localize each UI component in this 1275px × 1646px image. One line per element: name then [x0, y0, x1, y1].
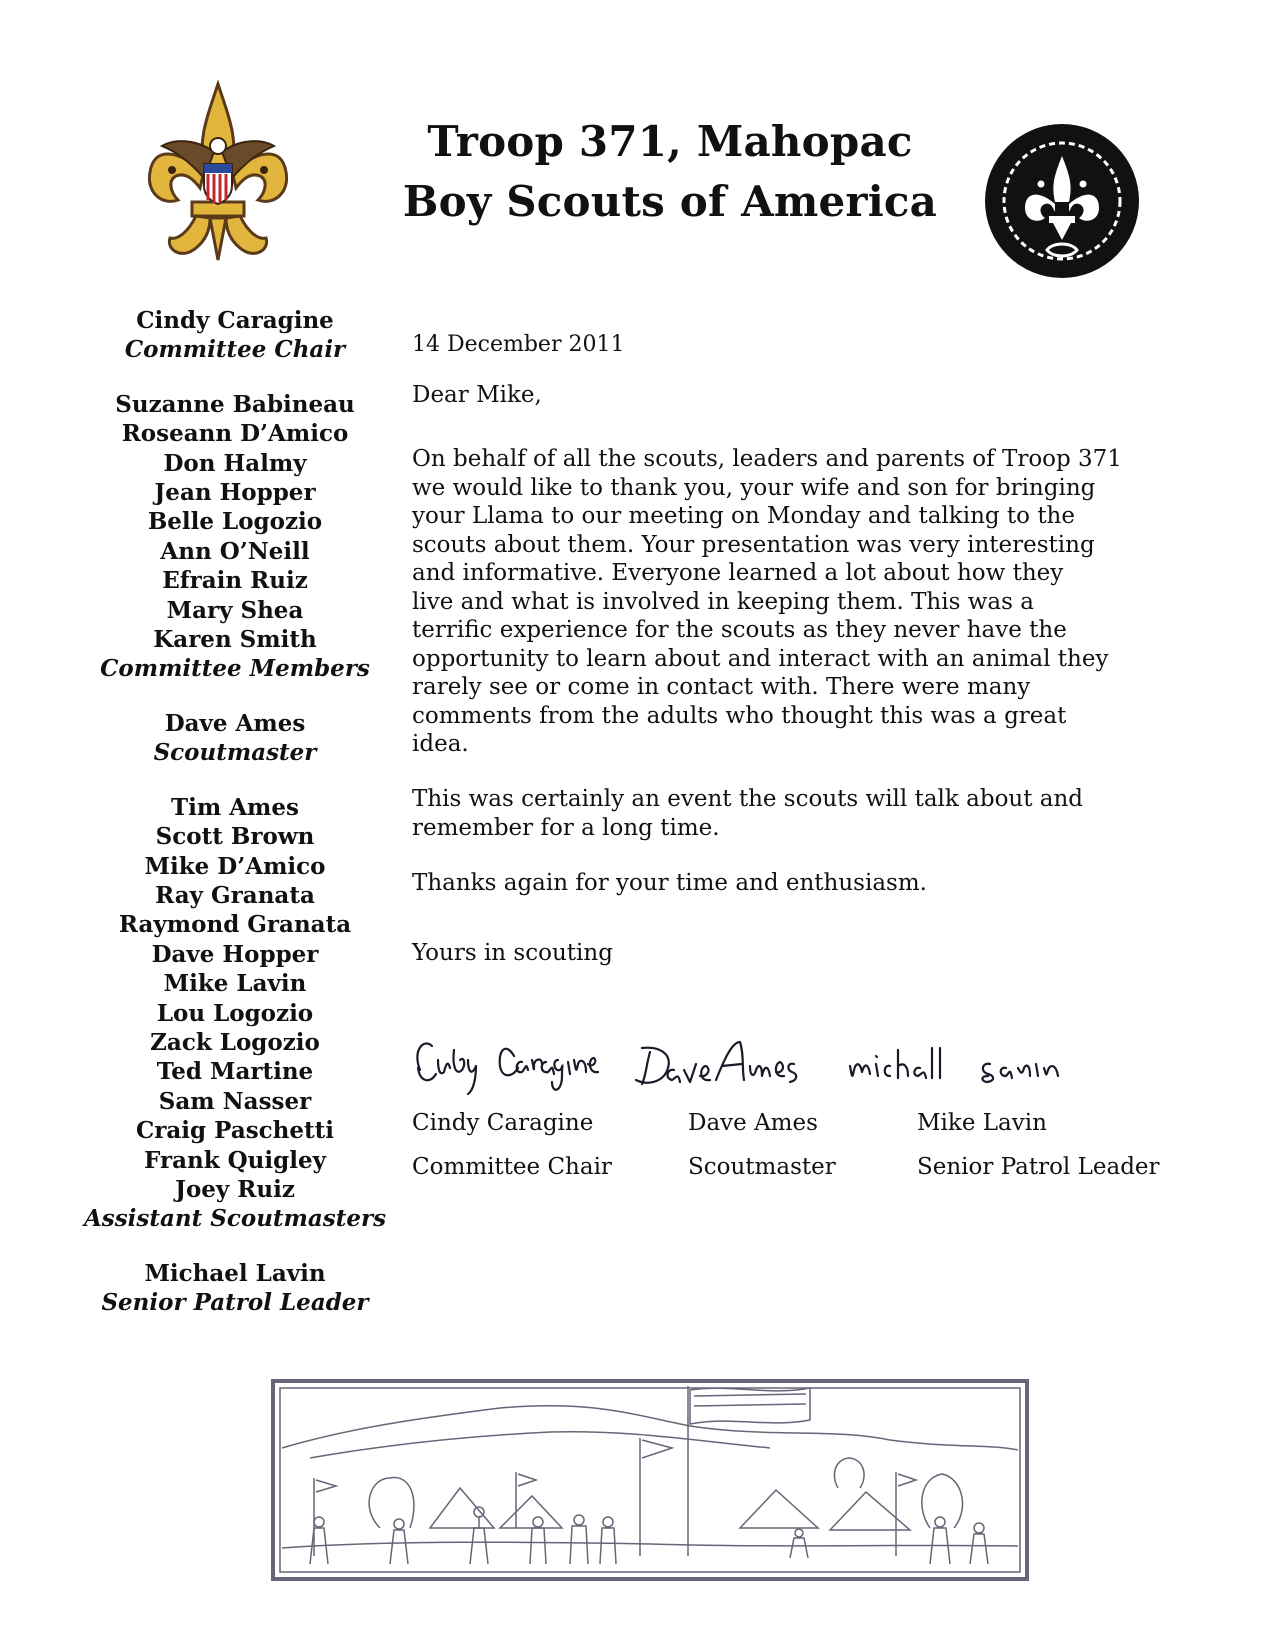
world-scout-emblem-icon	[983, 122, 1141, 280]
roster-name: Roseann D’Amico	[121, 420, 349, 448]
paragraph-line: idea.	[412, 731, 469, 757]
troop-roster	[70, 306, 400, 1343]
bsa-fleur-de-lis-eagle-icon	[148, 80, 288, 264]
roster-name: Craig Paschetti	[135, 1117, 335, 1145]
letter-body	[412, 330, 1212, 966]
letter-closing: Yours in scouting	[412, 940, 613, 966]
handwritten-signatures	[410, 1020, 1150, 1120]
roster-role: Assistant Scoutmasters	[83, 1205, 387, 1233]
roster-name: Mike Lavin	[163, 970, 307, 998]
roster-group-chair	[70, 306, 400, 365]
roster-name: Karen Smith	[153, 626, 317, 654]
roster-name: Tim Ames	[171, 793, 299, 821]
paragraph-line: rarely see or come in contact with. There were many	[412, 674, 1031, 700]
roster-name: Scott Brown	[155, 823, 315, 851]
paragraph-line: terrific experience for the scouts as they never have the	[412, 617, 1067, 643]
signature-block-scoutmaster	[688, 1108, 836, 1182]
signer-name: Dave Ames	[688, 1110, 818, 1136]
roster-name: Michael Lavin	[144, 1259, 326, 1287]
roster-name: Dave Hopper	[151, 940, 319, 968]
signer-role: Senior Patrol Leader	[917, 1154, 1160, 1180]
letter-date: 14 December 2011	[412, 332, 625, 357]
roster-name: Frank Quigley	[144, 1146, 326, 1174]
roster-name: Mike D’Amico	[144, 852, 326, 880]
roster-name: Ann O’Neill	[160, 537, 310, 565]
letter-paragraph-2	[412, 785, 1202, 842]
paragraph-line: scouts about them. Your presentation was very interesting	[412, 531, 1095, 558]
paragraph-line: On behalf of all the scouts, leaders and parents of Troop 371	[412, 446, 1122, 472]
signer-name: Mike Lavin	[917, 1110, 1047, 1136]
roster-name: Mary Shea	[166, 596, 304, 624]
paragraph-line: opportunity to learn about and interact with an animal they	[412, 645, 1109, 672]
roster-name: Joey Ruiz	[175, 1175, 295, 1203]
roster-role: Committee Chair	[124, 336, 346, 364]
paragraph-line: This was certainly an event the scouts will talk about and	[412, 786, 1084, 812]
letter-paragraph-1	[412, 445, 1202, 759]
signer-role: Committee Chair	[412, 1154, 612, 1180]
roster-name: Zack Logozio	[150, 1028, 320, 1056]
roster-name: Dave Ames	[164, 709, 306, 737]
letterhead-title	[360, 112, 980, 232]
paragraph-line: your Llama to our meeting on Monday and talking to the	[412, 503, 1075, 529]
roster-role: Committee Members	[100, 655, 370, 683]
title-line-troop: Troop 371, Mahopac	[427, 117, 913, 166]
paragraph-line: comments from the adults who thought this was a great	[412, 702, 1067, 729]
signature-block-spl	[917, 1108, 1160, 1182]
roster-name: Belle Logozio	[147, 508, 323, 536]
roster-name: Don Halmy	[163, 449, 307, 477]
signer-name: Cindy Caragine	[412, 1110, 594, 1136]
roster-group-committee	[70, 390, 400, 684]
paragraph-line: remember for a long time.	[412, 814, 720, 841]
roster-name: Sam Nasser	[158, 1087, 312, 1115]
roster-name: Suzanne Babineau	[115, 390, 355, 418]
roster-role: Scoutmaster	[153, 739, 317, 767]
roster-group-scoutmaster	[70, 709, 400, 768]
signature-block-chair	[412, 1108, 612, 1182]
roster-group-spl	[70, 1259, 400, 1318]
letter-paragraph-3: Thanks again for your time and enthusiasm.	[412, 870, 927, 896]
roster-name: Cindy Caragine	[136, 307, 334, 334]
roster-name: Efrain Ruiz	[162, 567, 308, 595]
paragraph-line: and informative. Everyone learned a lot about how they	[412, 560, 1064, 586]
roster-name: Ray Granata	[155, 881, 315, 909]
roster-name: Raymond Granata	[118, 911, 352, 939]
scout-camp-scene-illustration	[270, 1378, 1030, 1582]
paragraph-line: live and what is involved in keeping them. This was a	[412, 588, 1034, 615]
roster-name: Ted Martine	[156, 1058, 314, 1086]
title-line-bsa: Boy Scouts of America	[402, 177, 938, 226]
roster-name: Jean Hopper	[154, 479, 316, 507]
roster-role: Senior Patrol Leader	[101, 1289, 369, 1317]
paragraph-line: we would like to thank you, your wife and son for bringing	[412, 474, 1096, 501]
roster-name: Lou Logozio	[156, 999, 314, 1027]
roster-group-assistants	[70, 793, 400, 1234]
letter-salutation: Dear Mike,	[412, 382, 542, 408]
signer-role: Scoutmaster	[688, 1154, 836, 1180]
